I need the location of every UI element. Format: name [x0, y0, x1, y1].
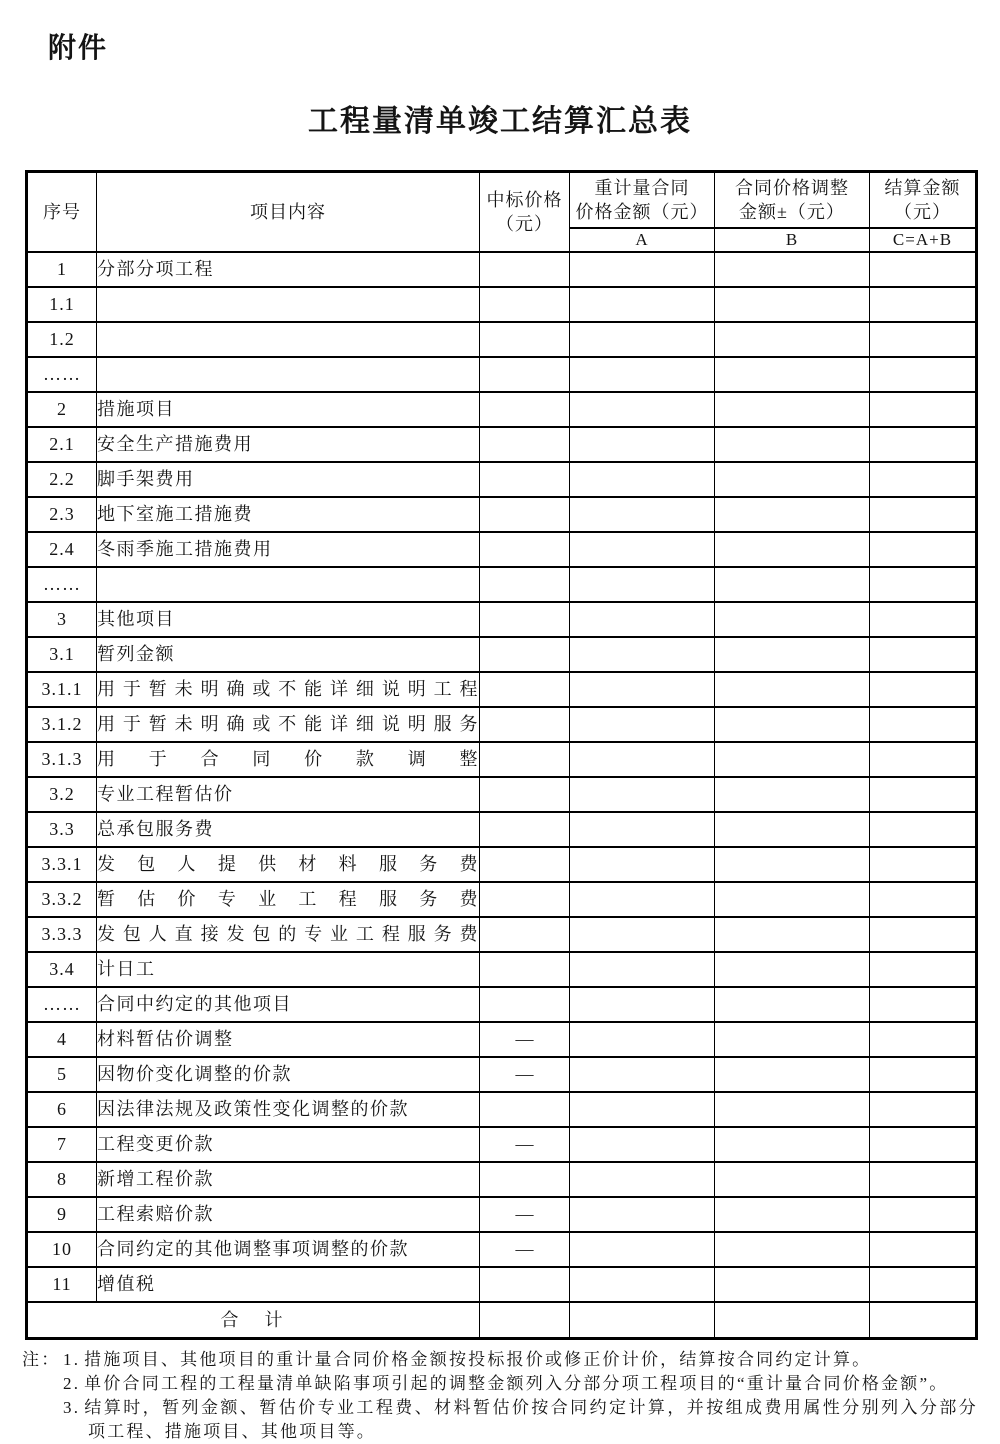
note-number: 3. [63, 1398, 81, 1417]
row-adjustment-cell [715, 672, 870, 707]
row-settlement-cell [870, 357, 977, 392]
table-row [27, 1267, 977, 1302]
row-number-cell: 1 [27, 252, 97, 287]
row-settlement-cell [870, 1197, 977, 1232]
page-title: 工程量清单竣工结算汇总表 [308, 105, 692, 138]
row-settlement-cell [870, 567, 977, 602]
row-settlement-cell [870, 987, 977, 1022]
row-item-cell: 增值税 [97, 1267, 480, 1302]
row-number-cell: 6 [27, 1092, 97, 1127]
row-number-cell: 2.2 [27, 462, 97, 497]
row-adjustment-cell [715, 1197, 870, 1232]
row-remeasured-cell [570, 602, 715, 637]
row-item-cell: 计日工 [97, 952, 480, 987]
row-bid-price-cell [480, 602, 570, 637]
table-row [27, 847, 977, 882]
row-remeasured-cell [570, 812, 715, 847]
table-row [27, 1092, 977, 1127]
table-row [27, 742, 977, 777]
row-number-cell: 3.4 [27, 952, 97, 987]
total-c-cell [870, 1302, 977, 1339]
row-item-cell: 安全生产措施费用 [97, 427, 480, 462]
row-bid-price-cell [480, 882, 570, 917]
note-item: 3. 结算时，暂列金额、暂估价专业工程费、材料暂估价按合同约定计算，并按组成费用属性分别列入分部分项工程、措施项目、其他项目等。 [63, 1398, 978, 1441]
row-item-cell: 冬雨季施工措施费用 [97, 532, 480, 567]
row-adjustment-cell [715, 322, 870, 357]
header-seq-no: 序号 [27, 172, 97, 253]
notes-section [0, 1348, 1000, 1444]
table-row [27, 357, 977, 392]
row-item-cell: 合同中约定的其他项目 [97, 987, 480, 1022]
row-bid-price-cell [480, 812, 570, 847]
row-settlement-cell [870, 287, 977, 322]
row-adjustment-cell [715, 847, 870, 882]
header-bid-price-line2: （元） [496, 214, 553, 234]
row-remeasured-cell [570, 882, 715, 917]
row-adjustment-cell [715, 987, 870, 1022]
row-settlement-cell [870, 427, 977, 462]
row-bid-price-cell [480, 917, 570, 952]
row-bid-price-cell [480, 497, 570, 532]
table-row [27, 672, 977, 707]
header-adjustment-line2: 金额±（元） [739, 202, 845, 222]
table-row [27, 1197, 977, 1232]
header-settlement-line1: 结算金额 [884, 178, 961, 198]
table-row [27, 462, 977, 497]
row-item-cell [97, 567, 480, 602]
table-row [27, 427, 977, 462]
row-settlement-cell [870, 1127, 977, 1162]
row-item-cell: 发包人直接发包的专业工程服务费 [97, 917, 480, 952]
row-item-cell: 用于暂未明确或不能详细说明服务 [97, 707, 480, 742]
table-row [27, 1022, 977, 1057]
row-settlement-cell [870, 1267, 977, 1302]
row-settlement-cell [870, 952, 977, 987]
row-adjustment-cell [715, 707, 870, 742]
row-number-cell: …… [27, 567, 97, 602]
row-number-cell: …… [27, 357, 97, 392]
row-adjustment-cell [715, 1267, 870, 1302]
row-item-cell: 脚手架费用 [97, 462, 480, 497]
row-remeasured-cell [570, 707, 715, 742]
row-remeasured-cell [570, 462, 715, 497]
document-page [0, 26, 1000, 1441]
row-bid-price-cell [480, 322, 570, 357]
header-adjustment-amount [715, 172, 870, 229]
table-row [27, 777, 977, 812]
row-remeasured-cell [570, 497, 715, 532]
row-number-cell: 1.2 [27, 322, 97, 357]
row-item-cell [97, 287, 480, 322]
table-row [27, 882, 977, 917]
notes-prefix: 注： [22, 1350, 61, 1369]
table-row [27, 287, 977, 322]
row-number-cell: 3.1.1 [27, 672, 97, 707]
row-number-cell: …… [27, 987, 97, 1022]
row-number-cell: 3.3 [27, 812, 97, 847]
row-adjustment-cell [715, 427, 870, 462]
row-adjustment-cell [715, 532, 870, 567]
row-bid-price-cell [480, 532, 570, 567]
row-bid-price-cell [480, 987, 570, 1022]
table-row [27, 252, 977, 287]
row-item-cell: 措施项目 [97, 392, 480, 427]
table-row [27, 917, 977, 952]
row-settlement-cell [870, 322, 977, 357]
header-item-content: 项目内容 [97, 172, 480, 253]
row-number-cell: 11 [27, 1267, 97, 1302]
row-item-cell: 其他项目 [97, 602, 480, 637]
row-bid-price-cell [480, 462, 570, 497]
row-settlement-cell [870, 742, 977, 777]
subheader-a: A [570, 228, 715, 252]
row-adjustment-cell [715, 1092, 870, 1127]
row-settlement-cell [870, 1162, 977, 1197]
row-bid-price-cell [480, 637, 570, 672]
row-bid-price-cell [480, 847, 570, 882]
total-label: 合 计 [27, 1302, 480, 1339]
row-bid-price-cell [480, 777, 570, 812]
subheader-b: B [715, 228, 870, 252]
row-item-cell: 总承包服务费 [97, 812, 480, 847]
row-adjustment-cell [715, 952, 870, 987]
row-bid-price-cell: — [480, 1022, 570, 1057]
table-row [27, 987, 977, 1022]
table-row [27, 532, 977, 567]
row-settlement-cell [870, 1232, 977, 1267]
row-item-cell: 因法律法规及政策性变化调整的价款 [97, 1092, 480, 1127]
row-number-cell: 5 [27, 1057, 97, 1092]
row-remeasured-cell [570, 1197, 715, 1232]
row-remeasured-cell [570, 287, 715, 322]
row-settlement-cell [870, 672, 977, 707]
row-bid-price-cell [480, 252, 570, 287]
header-row [27, 172, 977, 229]
header-remeasured-line2: 价格金额（元） [575, 202, 709, 222]
row-number-cell: 2.4 [27, 532, 97, 567]
row-adjustment-cell [715, 1127, 870, 1162]
row-bid-price-cell [480, 567, 570, 602]
note-item: 1. 措施项目、其他项目的重计量合同价格金额按投标报价或修正价计价，结算按合同约定计算。 [63, 1350, 872, 1369]
row-bid-price-cell [480, 392, 570, 427]
row-number-cell: 3.2 [27, 777, 97, 812]
row-remeasured-cell [570, 322, 715, 357]
row-settlement-cell [870, 602, 977, 637]
row-number-cell: 2 [27, 392, 97, 427]
row-settlement-cell [870, 812, 977, 847]
row-item-cell: 分部分项工程 [97, 252, 480, 287]
note-item: 2. 单价合同工程的工程量清单缺陷事项引起的调整金额列入分部分项工程项目的“重计量合同价格金额”。 [63, 1374, 949, 1393]
row-number-cell: 3.1.3 [27, 742, 97, 777]
row-number-cell: 3.1 [27, 637, 97, 672]
row-item-cell: 合同约定的其他调整事项调整的价款 [97, 1232, 480, 1267]
table-row [27, 707, 977, 742]
row-adjustment-cell [715, 917, 870, 952]
row-number-cell: 10 [27, 1232, 97, 1267]
row-item-cell: 暂估价专业工程服务费 [97, 882, 480, 917]
row-bid-price-cell: — [480, 1197, 570, 1232]
row-adjustment-cell [715, 777, 870, 812]
row-settlement-cell [870, 497, 977, 532]
row-number-cell: 3.3.2 [27, 882, 97, 917]
header-bid-price-line1: 中标价格 [486, 190, 563, 210]
table-row [27, 1127, 977, 1162]
row-adjustment-cell [715, 392, 870, 427]
row-adjustment-cell [715, 812, 870, 847]
row-number-cell: 3.1.2 [27, 707, 97, 742]
table-row [27, 1057, 977, 1092]
header-adjustment-line1: 合同价格调整 [735, 178, 849, 198]
row-bid-price-cell [480, 287, 570, 322]
row-adjustment-cell [715, 1162, 870, 1197]
header-remeasured-amount [570, 172, 715, 229]
row-number-cell: 3 [27, 602, 97, 637]
note-number: 2. [63, 1374, 81, 1393]
row-remeasured-cell [570, 847, 715, 882]
row-settlement-cell [870, 847, 977, 882]
row-number-cell: 7 [27, 1127, 97, 1162]
row-remeasured-cell [570, 1057, 715, 1092]
table-row [27, 497, 977, 532]
row-bid-price-cell [480, 707, 570, 742]
total-row [27, 1302, 977, 1339]
row-item-cell: 地下室施工措施费 [97, 497, 480, 532]
row-item-cell: 工程索赔价款 [97, 1197, 480, 1232]
row-item-cell: 因物价变化调整的价款 [97, 1057, 480, 1092]
row-adjustment-cell [715, 742, 870, 777]
row-number-cell: 1.1 [27, 287, 97, 322]
row-number-cell: 2.1 [27, 427, 97, 462]
row-number-cell: 9 [27, 1197, 97, 1232]
row-remeasured-cell [570, 1232, 715, 1267]
row-settlement-cell [870, 1092, 977, 1127]
row-bid-price-cell [480, 357, 570, 392]
row-item-cell: 用于暂未明确或不能详细说明工程 [97, 672, 480, 707]
row-adjustment-cell [715, 567, 870, 602]
row-remeasured-cell [570, 252, 715, 287]
row-remeasured-cell [570, 672, 715, 707]
row-remeasured-cell [570, 1127, 715, 1162]
row-settlement-cell [870, 707, 977, 742]
row-settlement-cell [870, 1022, 977, 1057]
header-settlement-line2: （元） [894, 202, 951, 222]
row-bid-price-cell [480, 1162, 570, 1197]
row-bid-price-cell [480, 1267, 570, 1302]
row-settlement-cell [870, 252, 977, 287]
row-adjustment-cell [715, 462, 870, 497]
row-bid-price-cell: — [480, 1232, 570, 1267]
row-remeasured-cell [570, 742, 715, 777]
notes-body [63, 1348, 978, 1444]
row-adjustment-cell [715, 497, 870, 532]
row-item-cell: 暂列金额 [97, 637, 480, 672]
row-bid-price-cell [480, 672, 570, 707]
row-adjustment-cell [715, 287, 870, 322]
row-adjustment-cell [715, 1232, 870, 1267]
header-remeasured-line1: 重计量合同 [594, 178, 690, 198]
row-settlement-cell [870, 532, 977, 567]
row-settlement-cell [870, 637, 977, 672]
total-a-cell [570, 1302, 715, 1339]
subheader-c: C=A+B [870, 228, 977, 252]
row-adjustment-cell [715, 637, 870, 672]
total-b-cell [715, 1302, 870, 1339]
row-settlement-cell [870, 917, 977, 952]
row-settlement-cell [870, 462, 977, 497]
table-row [27, 1232, 977, 1267]
table-row [27, 322, 977, 357]
row-adjustment-cell [715, 1057, 870, 1092]
row-number-cell: 3.3.3 [27, 917, 97, 952]
row-remeasured-cell [570, 427, 715, 462]
row-item-cell: 专业工程暂估价 [97, 777, 480, 812]
row-remeasured-cell [570, 1267, 715, 1302]
row-remeasured-cell [570, 777, 715, 812]
row-item-cell: 发包人提供材料服务费 [97, 847, 480, 882]
row-bid-price-cell [480, 952, 570, 987]
row-number-cell: 4 [27, 1022, 97, 1057]
row-item-cell: 工程变更价款 [97, 1127, 480, 1162]
row-settlement-cell [870, 882, 977, 917]
row-remeasured-cell [570, 1162, 715, 1197]
row-remeasured-cell [570, 392, 715, 427]
row-item-cell: 用于合同价款调整 [97, 742, 480, 777]
row-adjustment-cell [715, 252, 870, 287]
row-remeasured-cell [570, 532, 715, 567]
row-settlement-cell [870, 392, 977, 427]
row-adjustment-cell [715, 1022, 870, 1057]
row-remeasured-cell [570, 637, 715, 672]
table-row [27, 392, 977, 427]
row-number-cell: 2.3 [27, 497, 97, 532]
row-item-cell [97, 322, 480, 357]
table-row [27, 567, 977, 602]
row-number-cell: 3.3.1 [27, 847, 97, 882]
row-adjustment-cell [715, 357, 870, 392]
row-bid-price-cell [480, 1092, 570, 1127]
row-item-cell: 材料暂估价调整 [97, 1022, 480, 1057]
row-item-cell [97, 357, 480, 392]
row-remeasured-cell [570, 952, 715, 987]
row-remeasured-cell [570, 567, 715, 602]
table-row [27, 602, 977, 637]
note-number: 1. [63, 1350, 81, 1369]
settlement-summary-table [25, 170, 978, 1340]
row-remeasured-cell [570, 1092, 715, 1127]
table-row [27, 812, 977, 847]
header-bid-price [480, 172, 570, 253]
row-remeasured-cell [570, 987, 715, 1022]
row-bid-price-cell [480, 427, 570, 462]
total-bid-cell [480, 1302, 570, 1339]
table-row [27, 952, 977, 987]
row-adjustment-cell [715, 602, 870, 637]
row-bid-price-cell: — [480, 1127, 570, 1162]
row-settlement-cell [870, 1057, 977, 1092]
row-settlement-cell [870, 777, 977, 812]
row-remeasured-cell [570, 357, 715, 392]
attachment-label: 附件 [48, 33, 109, 64]
row-adjustment-cell [715, 882, 870, 917]
row-bid-price-cell: — [480, 1057, 570, 1092]
header-settlement-amount [870, 172, 977, 229]
row-number-cell: 8 [27, 1162, 97, 1197]
row-remeasured-cell [570, 1022, 715, 1057]
row-item-cell: 新增工程价款 [97, 1162, 480, 1197]
row-remeasured-cell [570, 917, 715, 952]
row-bid-price-cell [480, 742, 570, 777]
table-row [27, 1162, 977, 1197]
table-row [27, 637, 977, 672]
